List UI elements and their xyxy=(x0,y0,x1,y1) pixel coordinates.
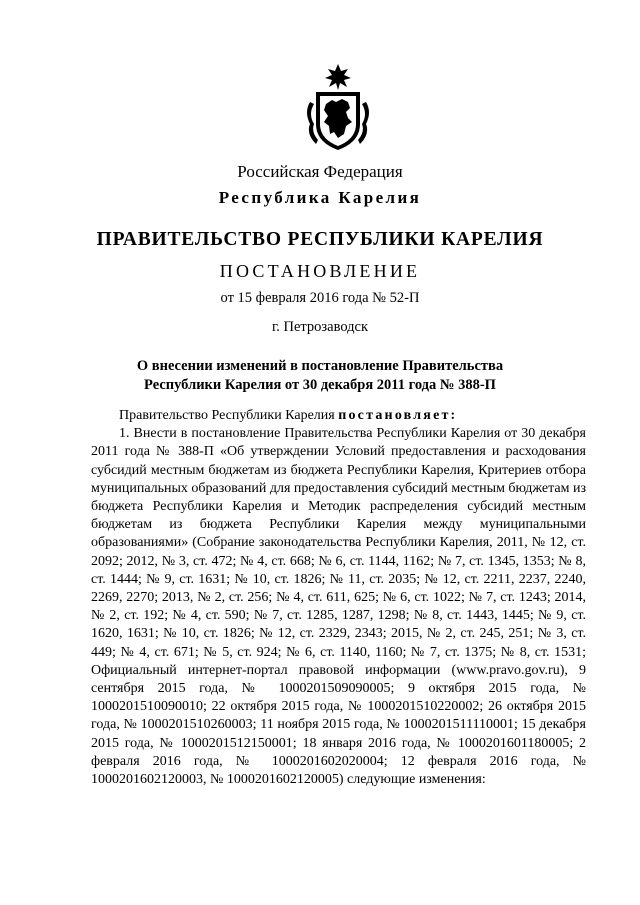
government-name: ПРАВИТЕЛЬСТВО РЕСПУБЛИКИ КАРЕЛИЯ xyxy=(96,229,544,250)
lead-text: Правительство Республики Карелия xyxy=(119,408,339,423)
lead-paragraph xyxy=(91,407,586,425)
karelia-coat-of-arms-icon xyxy=(296,62,380,154)
republic-name: Республика Карелия xyxy=(218,188,422,207)
country-name: Российская Федерация xyxy=(237,162,403,181)
lead-action: постановляет: xyxy=(338,408,458,423)
document-body xyxy=(91,407,586,789)
document-type: ПОСТАНОВЛЕНИЕ xyxy=(219,261,421,281)
document-date-number: от 15 февраля 2016 года № 52-П xyxy=(220,290,420,306)
item-1-paragraph: 1. Внести в постановление Правительства Республики Карелия от 30 декабря 2011 года № 388-П «Об утверждении Условий предоставления и расходования субсидий местным бюджетам из бюджета Республики Карелия, Критериев отбора муниципальных образований для предоставления субсидий местным бюджетам из бюджета Республики Карелия и Методик распределения субсидий местным бюджетам из бюджета Республики Карелия между муниципальными образованиями» (Собрание законодательства Республики Карелия, 2011, № 12, ст. 2092; 2012, № 3, ст. 472; № 4, ст. 668; № 6, ст. 1144, 1162; № 7, ст. 1345, 1353; № 8, ст. 1444; № 9, ст. 1631; № 10, ст. 1826; № 11, ст. 2035; № 12, ст. 2211, 2237, 2240, 2269, 2270; 2013, № 2, ст. 256; № 4, ст. 611, 625; № 6, ст. 1022; № 7, ст. 1243; 2014, № 2, ст. 192; № 4, ст. 590; № 7, ст. 1285, 1287, 1298; № 8, ст. 1443, 1445; № 9, ст. 1620, 1631; № 10, ст. 1826; № 12, ст. 2329, 2343; 2015, № 2, ст. 245, 251; № 3, ст. 449; № 4, ст. 671; № 5, ст. 924; № 6, ст. 1140, 1160; № 7, ст. 1375; № 8, ст. 1531; Официальный интернет-портал правовой информации (www.pravo.gov.ru), 9 сентября 2015 года, № 1000201509090005; 9 октября 2015 года, № 1000201510090010; 22 октября 2015 года, № 1000201510220002; 26 октября 2015 года, № 1000201510260003; 11 ноября 2015 года, № 1000201511110001; 15 декабря 2015 года, № 1000201512150001; 18 января 2016 года, № 1000201601180005; 2 февраля 2016 года, № 1000201602020004; 12 февраля 2016 года, № 1000201602120003, № 1000201602120005) следующие изменения: xyxy=(91,426,587,788)
document-title-line-1: О внесении изменений в постановление Правительства xyxy=(136,358,504,374)
document-city: г. Петрозаводск xyxy=(271,319,369,335)
document-title-line-2: Республики Карелия от 30 декабря 2011 года № 388-П xyxy=(144,377,496,393)
